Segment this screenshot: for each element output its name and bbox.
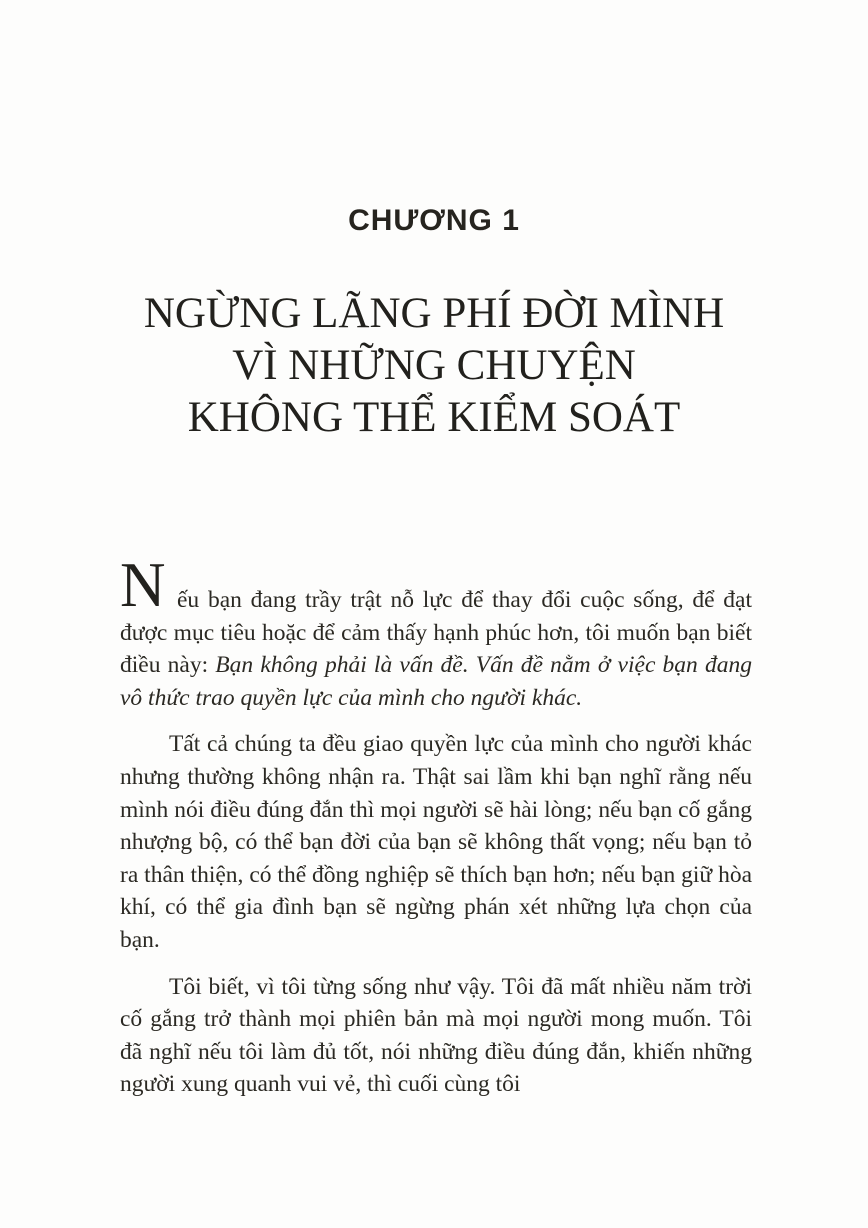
chapter-title-line-2: VÌ NHỮNG CHUYỆN	[232, 342, 636, 389]
paragraph-1	[120, 550, 752, 714]
paragraph-1-italic-text: Bạn không phải là vấn đề. Vấn đề nằm ở việc bạn đang vô thức trao quyền lực của mình cho người khác.	[120, 652, 752, 711]
chapter-title	[0, 288, 868, 444]
dropcap-initial: N	[120, 550, 166, 620]
chapter-body	[120, 550, 752, 1115]
paragraph-2: Tất cả chúng ta đều giao quyền lực của mình cho người khác nhưng thường không nhận ra. Thật sai lầm khi bạn nghĩ rằng nếu mình nói điều đúng đắn thì mọi người sẽ hài lòng; nếu bạn cố gắng nhượng bộ, có thể bạn đời của bạn sẽ không thất vọng; nếu bạn tỏ ra thân thiện, có thể đồng nghiệp sẽ thích bạn hơn; nếu bạn giữ hòa khí, có thể gia đình bạn sẽ ngừng phán xét những lựa chọn của bạn.	[120, 731, 752, 953]
chapter-title-line-1: NGỪNG LÃNG PHÍ ĐỜI MÌNH	[143, 290, 725, 337]
paragraph-1-regular-text: ếu bạn đang trầy trật nỗ lực để thay đổi cuộc sống, để đạt được mục tiêu hoặc để cảm thấy hạnh phúc hơn, tôi muốn bạn biết điều này:	[120, 587, 752, 679]
chapter-label: CHƯƠNG 1	[348, 204, 520, 237]
chapter-title-line-3: KHÔNG THỂ KIỂM SOÁT	[187, 394, 681, 441]
paragraph-3: Tôi biết, vì tôi từng sống như vậy. Tôi đã mất nhiều năm trời cố gắng trở thành mọi phiên bản mà mọi người mong muốn. Tôi đã nghĩ nếu tôi làm đủ tốt, nói những điều đúng đắn, khiến những người xung quanh vui vẻ, thì cuối cùng tôi	[120, 973, 752, 1098]
